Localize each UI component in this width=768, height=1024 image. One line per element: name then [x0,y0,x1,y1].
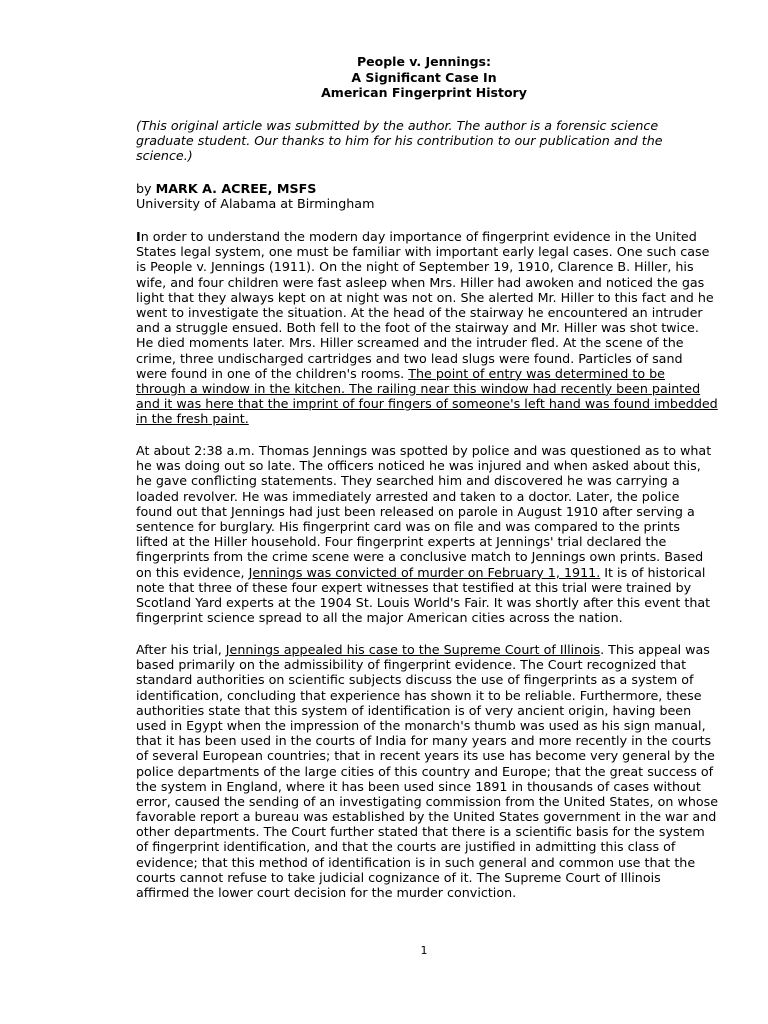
paragraph-line-text: After his trial, [136,642,226,657]
underlined-text: and it was here that the imprint of four fingers of someone's left hand was found imbedded [136,396,718,412]
paragraph-line: standard authorities on scientific subjects discuss the use of fingerprints as a system of [136,672,694,688]
underlined-text: The point of entry was determined to be [408,365,665,381]
paragraph-line: police departments of the large cities of this country and Europe; that the great success of [136,763,714,779]
paragraph-line: authorities state that this system of identification is of very ancient origin, having been [136,702,692,718]
paragraph-line: States legal system, one must be familiar with important early legal cases. One such case [136,244,710,260]
paragraph-line [136,642,716,657]
paragraph-line: wife, and four children were fast asleep when Mrs. Hiller had awoken and noticed the gas [136,274,705,290]
paragraph-line [136,381,716,396]
paragraph-line: crime, three undischarged cartridges and two lead slugs were found. Particles of sand [136,350,683,366]
paragraph-3 [136,642,719,900]
paragraph-line: favorable report a bureau was established by the United States government in the war and [136,809,717,825]
paragraph-line: fingerprints from the crime scene were a conclusive match to Jennings own prints. Based [136,549,704,565]
paragraph-line-text: on this evidence, [136,564,249,580]
editor-note-line: (This original article was submitted by the author. The author is a forensic science [136,118,659,133]
article-title [0,54,768,101]
author-name: MARK A. ACREE, MSFS [155,181,317,196]
underlined-text: in the fresh paint. [136,411,249,427]
paragraph-2 [136,443,716,625]
paragraph-line-text: . This appeal was [600,642,710,657]
editor-note-line: graduate student. Our thanks to him for his contribution to our publication and the [136,133,663,149]
paragraph-line: based primarily on the admissibility of fingerprint evidence. The Court recognized that [136,657,687,673]
editor-note [136,118,716,164]
paragraph-line-text: n order to understand the modern day importance of fingerprint evidence in the United [140,229,697,244]
paragraph-line-text: It is of historical [600,564,706,580]
paragraph-line: found out that Jennings had just been released on parole in August 1910 after serving a [136,503,695,519]
page-number: 1 [420,944,428,957]
paragraph-line: error, caused the sending of an investigating commission from the United States, on whose [136,793,719,809]
author-affiliation: University of Alabama at Birmingham [136,196,375,212]
paragraph-line: courts cannot refuse to take judicial cognizance of it. The Supreme Court of Illinois [136,869,661,885]
underlined-text: Jennings appealed his case to the Supreme Court of Illinois [225,642,601,657]
paragraph-line: affirmed the lower court decision for the murder conviction. [136,885,517,900]
paragraph-line [136,229,716,244]
paragraph-line: sentence for burglary. His fingerprint card was on file and was compared to the prints [136,518,680,534]
paragraph-line [136,396,716,411]
paragraph-line: note that three of these four expert witnesses that testified at this trial were trained by [136,579,692,595]
paragraph-line: that it has been used in the courts of India for many years and more recently in the courts [136,733,712,749]
paragraph-line: other departments. The Court further stated that there is a scientific basis for the system [136,824,705,840]
paragraph-line: used in Egypt when the impression of the monarch's thumb was used as his sign manual, [136,717,706,733]
paragraph-line: light that they always kept on at night was not on. She alerted Mr. Hiller to this fact and he [136,289,714,305]
paragraph-line: At about 2:38 a.m. Thomas Jennings was spotted by police and was questioned as to what [136,443,712,458]
paragraph-line-text: were found in one of the children's rooms. [136,365,409,381]
paragraph-line: loaded revolver. He was immediately arrested and taken to a doctor. Later, the police [136,488,680,504]
paragraph-line [136,411,716,426]
paragraph-line: Scotland Yard experts at the 1904 St. Louis World's Fair. It was shortly after this event that [136,594,711,610]
paragraph-line: identification, concluding that experience has shown it to be reliable. Furthermore, these [136,687,702,703]
paragraph-line: fingerprint science spread to all the major American cities across the nation. [136,610,623,626]
paragraph-line: he was doing out so late. The officers noticed he was injured and when asked about this, [136,458,701,474]
paragraph-line [136,366,716,381]
paragraph-line: lifted at the Hiller household. Four fingerprint experts at Jennings' trial declared the [136,534,667,550]
paragraph-line: is People v. Jennings (1911). On the night of September 19, 1910, Clarence B. Hiller, his [136,259,694,275]
author-line [136,181,716,196]
byline-prefix: by [136,181,156,196]
title-line-3: American Fingerprint History [321,85,527,100]
underlined-text: through a window in the kitchen. The railing near this window had recently been painted [136,380,701,396]
underlined-text: Jennings was convicted of murder on February 1, 1911. [248,564,601,580]
paragraph-line: He died moments later. Mrs. Hiller screamed and the intruder fled. At the scene of the [136,335,684,351]
paragraph-line: the system in England, where it has been used since 1891 in thousands of cases without [136,778,701,794]
paragraph-line: and a struggle ensued. Both fell to the foot of the stairway and Mr. Hiller was shot twice. [136,320,699,336]
dropcap: I [136,229,141,244]
paragraph-line: of fingerprint identification, and that the courts are justified in admitting this class of [136,839,676,855]
editor-note-line: science.) [136,148,193,164]
byline [136,181,716,211]
title-line-2: A Significant Case In [351,69,497,85]
paragraph-line: he gave conflicting statements. They searched him and discovered he was carrying a [136,473,680,489]
paragraph-line: went to investigate the situation. At the head of the stairway he encountered an intruder [136,304,703,320]
title-line-1: People v. Jennings: [356,54,491,69]
paragraph-line [136,565,716,580]
paragraph-line: evidence; that this method of identification is in such general and common use that the [136,854,696,870]
paragraph-line: of several European countries; that in recent years its use has become very general by the [136,748,715,764]
paragraph-1 [136,229,716,426]
